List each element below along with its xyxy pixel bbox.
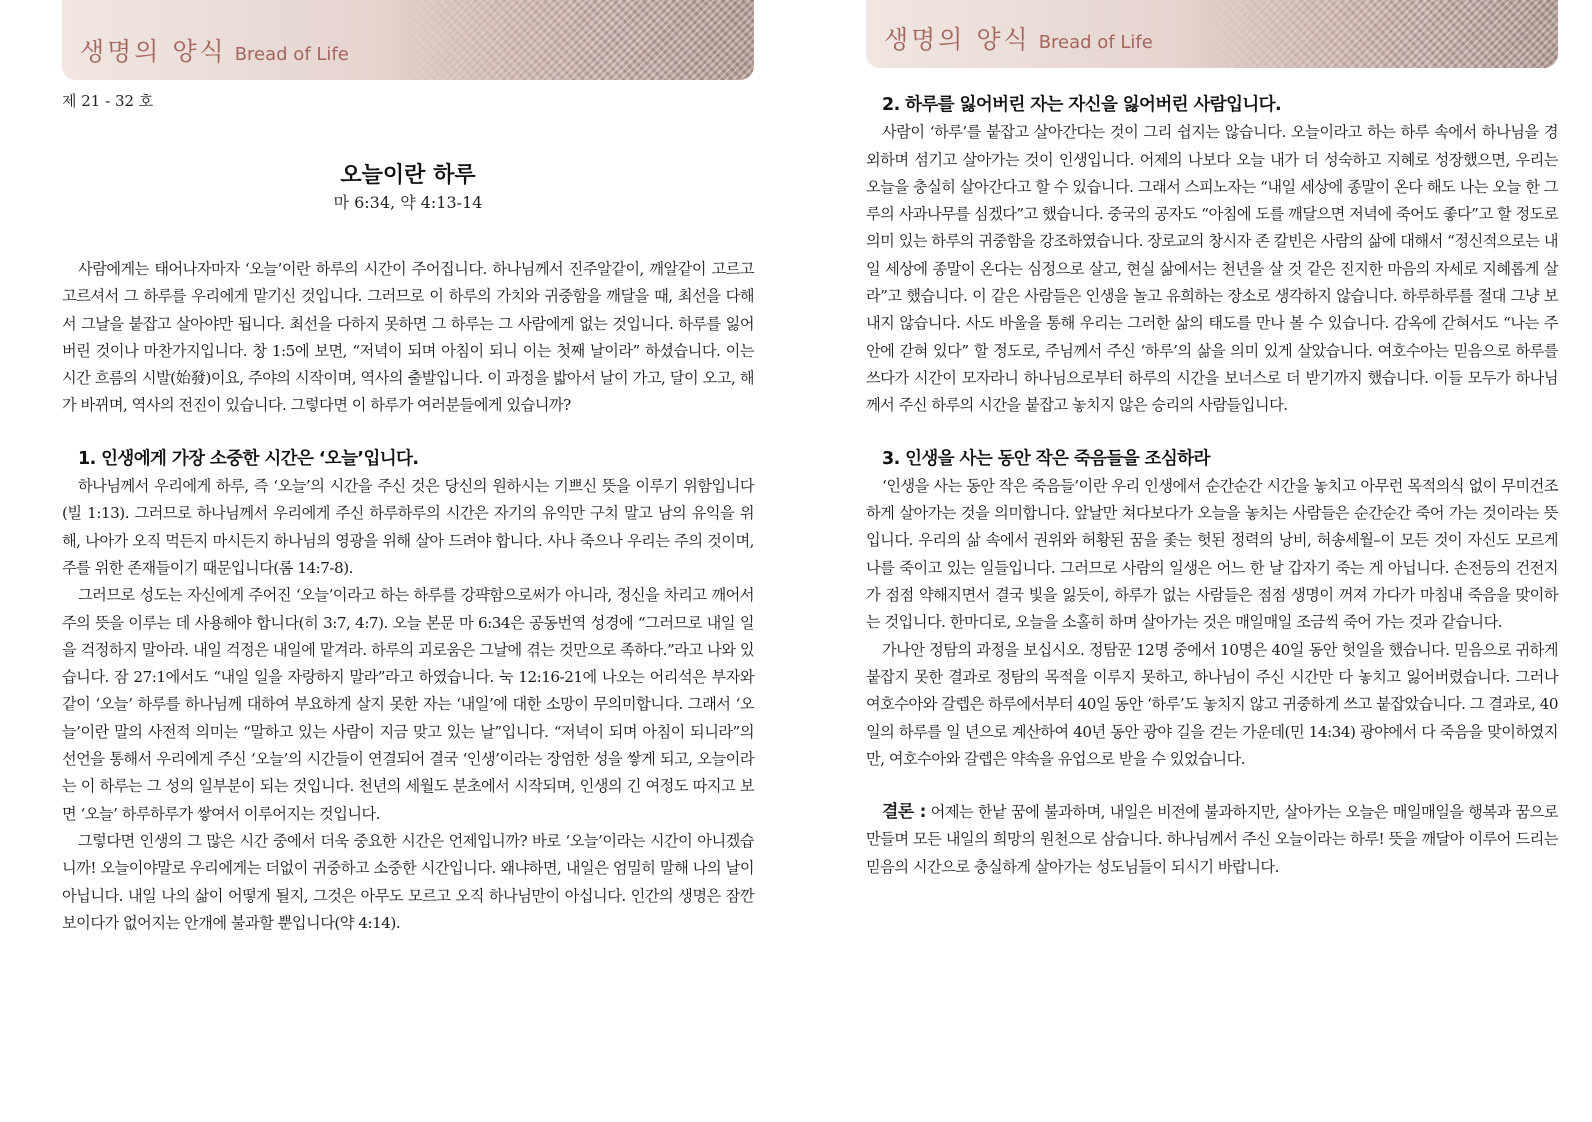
header-banner xyxy=(62,0,754,80)
banner-title-english-right: Bread of Life xyxy=(1038,32,1153,53)
spacer xyxy=(866,773,1558,799)
banner-title-korean: 생명의 양식 xyxy=(80,37,227,66)
section-1-paragraph-3: 그렇다면 인생의 그 많은 시간 중에서 더욱 중요한 시간은 언제입니까? 바로 ‘오늘’이라는 시간이 아니겠습니까! 오늘이야말로 우리에게는 더없이 귀중하고 소중한 시간입니다. 왜냐하면, 내일은 엄밀히 말해 나의 날이 아닙니다. 내일 나의 삶이 어떻게 될지, 그것은 아무도 모르고 오직 하나님만이 아십니다. 인간의 생명은 잠깐 보이다가 없어지는 안개에 불과할 뿐입니다(약 4:14). xyxy=(62,831,754,932)
banner-title-right xyxy=(884,20,1153,56)
issue-number: 제 21 - 32 호 xyxy=(62,92,154,110)
banner-title-korean-right: 생명의 양식 xyxy=(884,25,1031,54)
section-3-paragraph-2: 가나안 정탐의 과정을 보십시오. 정탐꾼 12명 중에서 10명은 40일 동안 헛일을 했습니다. 믿음으로 귀하게 붙잡지 못한 결과로 정탐의 목적을 이루지 못하고, 하나님이 주신 시간만 다 놓치고 잃어버렸습니다. 그러나 여호수아와 갈렙은 하루에서부터 40일 동안 ‘하루’도 놓치지 않고 귀중하게 쓰고 붙잡았습니다. 그 결과로, 40일의 하루를 일 년으로 계산하여 40년 동안 광야 길을 걷는 가운데(민 14:34) 광야에서 다 죽음을 맞이하였지만, 여호수아와 갈렙은 약속을 유업으로 받을 수 있었습니다. xyxy=(866,640,1558,768)
section-3-paragraph-1: ‘인생을 사는 동안 작은 죽음들’이란 우리 인생에서 순간순간 시간을 놓치고 아무런 목적의식 없이 무미건조하게 살아가는 것을 의미합니다. 앞날만 쳐다보다가 오늘을 놓치는 사람들은 순간순간 죽어 가는 것이라는 뜻입니다. 우리의 삶 속에서 권위와 허황된 꿈을 좇는 헛된 정력의 낭비, 허송세월–이 모든 것이 자신도 모르게 나를 죽이고 있는 일들입니다. 그러므로 사람의 일생은 어느 한 날 갑자기 죽는 게 아닙니다. 손전등의 건전지가 점점 약해지면서 결국 빛을 잃듯이, 하루가 없는 사람들은 점점 생명이 꺼져 가다가 마침내 죽음을 맞이하는 것입니다. 한마디로, 오늘을 소홀히 하며 살아가는 것은 매일매일 조금씩 죽어 가는 것과 같습니다. xyxy=(866,476,1558,632)
right-page xyxy=(866,0,1558,1122)
section-1-paragraph-2: 그러므로 성도는 자신에게 주어진 ‘오늘’이라고 하는 하루를 강퍅함으로써가 아니라, 정신을 차리고 깨어서 주의 뜻을 이루는 데 사용해야 합니다(히 3:7, 4:7). 오늘 본문 마 6:34은 공동번역 성경에 “그러므로 내일 일을 걱정하지 말아라. 내일 걱정은 내일에 맡겨라. 하루의 괴로움은 그날에 겪는 것만으로 족하다.”라고 나와 있습니다. 잠 27:1에서도 “내일 일을 자랑하지 말라”라고 하였습니다. 눅 12:16-21에 나오는 어리석은 부자와 같이 ‘오늘’ 하루를 하나님께 대하여 부요하게 살지 못한 자는 ‘내일’에 대한 소망이 무의미합니다. 그래서 ‘오늘’이란 말의 사전적 의미는 “말하고 있는 사람이 지금 맞고 있는 날”입니다. “저녁이 되며 아침이 되니라”의 선언을 통해서 우리에게 주신 ‘오늘’의 시간들이 연결되어 결국 ‘인생’이라는 장엄한 성을 쌓게 되고, 오늘이라는 이 하루는 그 성의 일부분이 되는 것입니다. 천년의 세월도 분초에서 시작되며, 인생의 긴 여정도 따지고 보면 ‘오늘’ 하루하루가 쌓여서 이루어지는 것입니다. xyxy=(62,586,754,823)
conclusion-label: 결론 : xyxy=(882,802,926,823)
spacer xyxy=(62,420,754,446)
section-2-heading: 2. 하루를 잃어버린 자는 자신을 잃어버린 사람입니다. xyxy=(882,95,1282,115)
conclusion-paragraph xyxy=(866,799,1558,881)
section-3-heading: 3. 인생을 사는 동안 작은 죽음들을 조심하라 xyxy=(882,448,1210,469)
scripture-reference: 마 6:34, 약 4:13-14 xyxy=(333,193,483,212)
sermon-title: 오늘이란 하루 xyxy=(340,163,476,188)
header-banner-right xyxy=(866,0,1558,68)
right-body-text xyxy=(866,92,1558,881)
banner-title xyxy=(80,32,349,68)
intro-paragraph: 사람에게는 태어나자마자 ‘오늘’이란 하루의 시간이 주어집니다. 하나님께서 진주알같이, 깨알같이 고르고 고르셔서 그 하루를 우리에게 맡기신 것입니다. 그러므로 이 하루의 가치와 귀중함을 깨달을 때, 최선을 다해서 그날을 붙잡고 살아야만 됩니다. 최선을 다하지 못하면 그 하루는 그 사람에게 없는 것입니다. 하루를 잃어버린 것이나 마찬가지입니다. 창 1:5에 보면, “저녁이 되며 아침이 되니 이는 첫째 날이라” 하셨습니다. 이는 시간 흐름의 시발(始發)이요, 주야의 시작이며, 역사의 출발입니다. 이 과정을 밟아서 날이 가고, 달이 오고, 해가 바뀌며, 역사의 전진이 있습니다. 그렇다면 이 하루가 여러분들에게 있습니까? xyxy=(62,260,754,415)
section-2-paragraph-1: 사람이 ‘하루’를 붙잡고 살아간다는 것이 그리 쉽지는 않습니다. 오늘이라고 하는 하루 속에서 하나님을 경외하며 섬기고 살아가는 것이 인생입니다. 어제의 나보다 오늘 내가 더 성숙하고 지혜로 성장했으면, 우리는 오늘을 충실히 살아간다고 할 수 있습니다. 그래서 스피노자는 “내일 세상에 종말이 온다 해도 나는 오늘 한 그루의 사과나무를 심겠다”고 했습니다. 중국의 공자도 “아침에 도를 깨달으면 저녁에 죽어도 좋다”고 할 정도로 의미 있는 하루의 귀중함을 강조하였습니다. 장로교의 창시자 존 칼빈은 사람의 삶에 대해서 “정신적으로는 내일 세상에 종말이 온다는 심정으로 살고, 현실 삶에서는 천년을 살 것 같은 진지한 마음의 자세로 지혜롭게 살라”고 했습니다. 이 같은 사람들은 인생을 놀고 유희하는 장소로 생각하지 않습니다. 하루하루를 절대 그냥 보내지 않습니다. 사도 바울을 통해 우리는 그러한 삶의 태도를 만나 볼 수 있습니다. 감옥에 갇혀서도 “나는 주 안에 갇혀 있다” 할 정도로, 주님께서 주신 ‘하루’의 삶을 의미 있게 살았습니다. 여호수아는 믿음으로 하루를 쓰다가 시간이 모자라니 하나님으로부터 하루의 시간을 보너스로 더 받기까지 했습니다. 이들 모두가 하나님께서 주신 하루의 시간을 붙잡고 놓치지 않은 승리의 사람들입니다. xyxy=(866,123,1558,415)
conclusion-text: 어제는 한낱 꿈에 불과하며, 내일은 비전에 불과하지만, 살아가는 오늘은 매일매일을 행복과 꿈으로 만들며 모든 내일의 희망의 원천으로 삼습니다. 하나님께서 주신 오늘이라는 하루! 뜻을 깨달아 이루어 드리는 믿음의 시간으로 충실하게 살아가는 성도님들이 되시기 바랍니다. xyxy=(866,803,1559,876)
section-1-heading: 1. 인생에게 가장 소중한 시간은 ‘오늘’입니다. xyxy=(78,448,419,469)
section-1-paragraph-1: 하나님께서 우리에게 하루, 즉 ‘오늘’의 시간을 주신 것은 당신의 원하시는 기쁘신 뜻을 이루기 위함입니다(빌 1:13). 그러므로 하나님께서 우리에게 주신 하루하루의 시간은 자기의 유익만 구치 말고 남의 유익을 위해, 나아가 오직 먹든지 마시든지 하나님의 영광을 위해 살아 드려야 합니다. 사나 죽으나 우리는 주의 것이며, 주를 위한 존재들이기 때문입니다(롬 14:7-8). xyxy=(62,477,754,577)
left-page xyxy=(62,0,754,1122)
left-body-text xyxy=(62,256,754,937)
spacer xyxy=(866,420,1558,446)
banner-title-english: Bread of Life xyxy=(234,44,349,65)
